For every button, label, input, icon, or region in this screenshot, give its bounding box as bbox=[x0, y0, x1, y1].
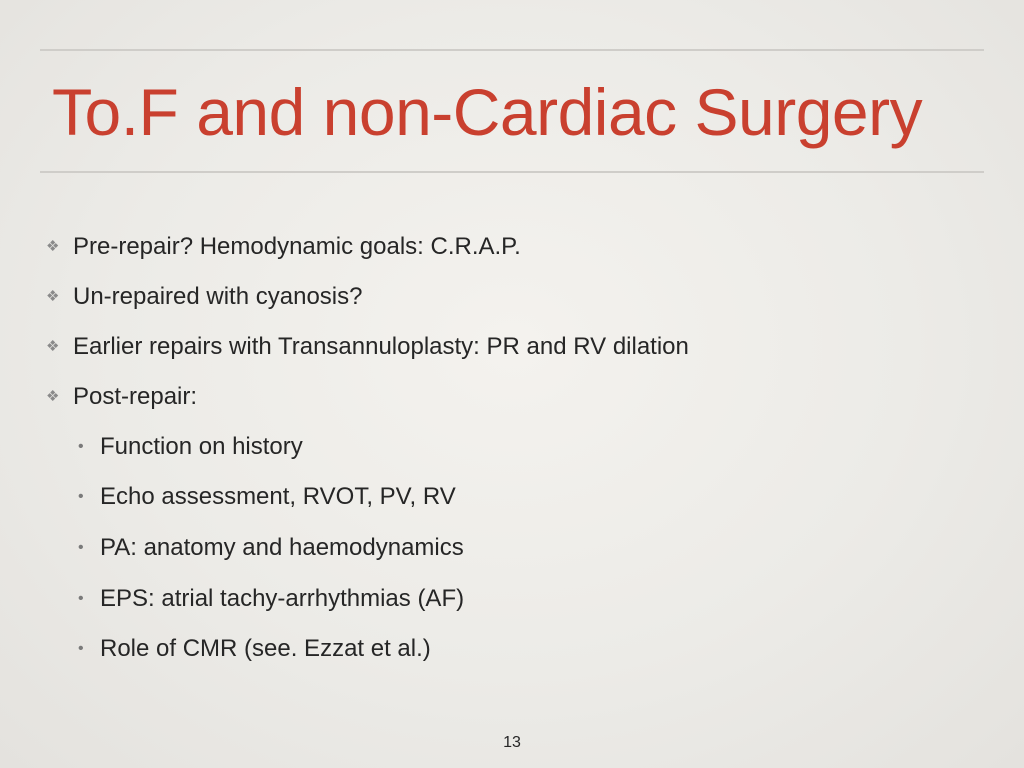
sub-bullet-text: Role of CMR (see. Ezzat et al.) bbox=[100, 635, 431, 662]
dot-icon: • bbox=[78, 539, 84, 556]
dot-icon: • bbox=[78, 488, 84, 505]
sub-bullet-text: EPS: atrial tachy-arrhythmias (AF) bbox=[100, 585, 465, 612]
bullet-item bbox=[46, 382, 198, 412]
bullet-item bbox=[46, 282, 363, 312]
page-number: 13 bbox=[503, 734, 521, 751]
dot-icon: • bbox=[78, 590, 84, 607]
bullet-text: Pre-repair? Hemodynamic goals: C.R.A.P. bbox=[73, 233, 521, 260]
slide-title: To.F and non-Cardiac Surgery bbox=[52, 75, 923, 149]
sub-bullet-item bbox=[78, 482, 456, 512]
sub-bullet-item bbox=[78, 432, 303, 462]
diamond-flourish-icon: ❖ bbox=[46, 288, 60, 305]
sub-bullet-item bbox=[78, 584, 465, 614]
diamond-flourish-icon: ❖ bbox=[46, 238, 60, 255]
sub-bullet-text: Function on history bbox=[100, 433, 303, 460]
sub-bullet-text: PA: anatomy and haemodynamics bbox=[100, 534, 464, 561]
bullet-item bbox=[46, 332, 689, 362]
bullet-item bbox=[46, 232, 521, 262]
bullet-text: Post-repair: bbox=[73, 383, 198, 410]
dot-icon: • bbox=[78, 640, 84, 657]
dot-icon: • bbox=[78, 438, 84, 455]
sub-bullet-item bbox=[78, 634, 431, 664]
diamond-flourish-icon: ❖ bbox=[46, 388, 60, 405]
sub-bullet-text: Echo assessment, RVOT, PV, RV bbox=[100, 483, 456, 510]
top-divider bbox=[40, 49, 984, 51]
bullet-text: Earlier repairs with Transannuloplasty: PR and RV dilation bbox=[73, 333, 689, 360]
title-divider bbox=[40, 171, 984, 173]
bullet-text: Un-repaired with cyanosis? bbox=[73, 283, 363, 310]
sub-bullet-item bbox=[78, 533, 464, 563]
diamond-flourish-icon: ❖ bbox=[46, 338, 60, 355]
